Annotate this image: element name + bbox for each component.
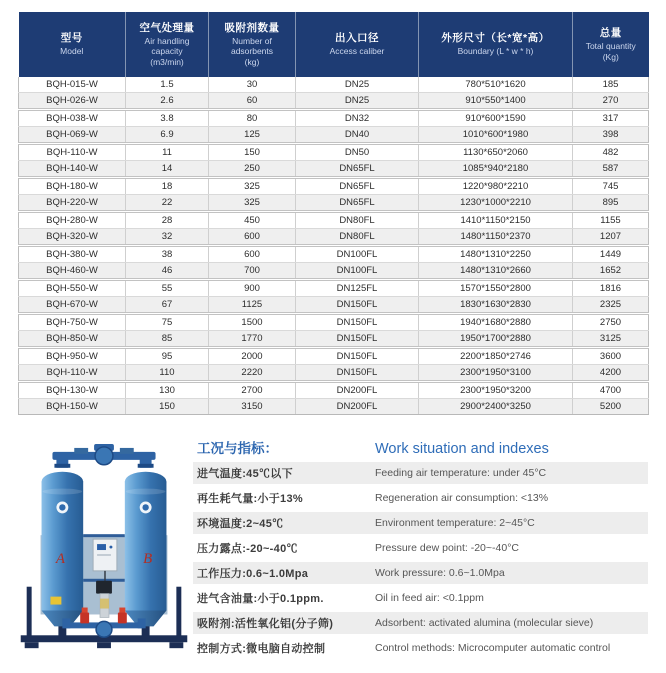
table-cell: 1010*600*1980 bbox=[419, 127, 573, 144]
table-row bbox=[19, 365, 649, 382]
col-header-model-zh: 型号 bbox=[60, 32, 83, 45]
table-row bbox=[19, 195, 649, 212]
table-header bbox=[19, 12, 649, 77]
col-header-model-en: Model bbox=[60, 46, 84, 57]
table-cell: 185 bbox=[573, 77, 649, 93]
spec-row bbox=[193, 485, 648, 510]
table-cell: 270 bbox=[573, 93, 649, 110]
spec-item-zh: 进气含油量:小于0.1ppm. bbox=[197, 593, 324, 605]
cross-brace bbox=[83, 534, 125, 537]
spec-item-en: Adsorbent: activated alumina (molecular sieve) bbox=[375, 612, 648, 634]
table-cell: BQH-750-W bbox=[19, 314, 126, 331]
table-cell: 1570*1550*2800 bbox=[419, 280, 573, 297]
table-cell: 95 bbox=[126, 348, 209, 365]
table-cell: 1449 bbox=[573, 246, 649, 263]
spec-item-zh: 环境温度:2~45℃ bbox=[193, 512, 375, 534]
table-row bbox=[19, 229, 649, 246]
spec-item-zh: 工作压力:0.6~1.0Mpa bbox=[193, 562, 375, 584]
table-cell: 3125 bbox=[573, 331, 649, 348]
tower-b-letter: B bbox=[143, 550, 153, 567]
spec-item-en: Regeneration air consumption: <13% bbox=[375, 492, 549, 504]
table-body bbox=[19, 77, 649, 415]
table-cell: 32 bbox=[126, 229, 209, 246]
table-row bbox=[19, 280, 649, 297]
spec-item-zh: 进气温度:45℃以下 bbox=[193, 462, 375, 484]
table-cell: 75 bbox=[126, 314, 209, 331]
table-row bbox=[19, 93, 649, 110]
table-cell: 1940*1680*2880 bbox=[419, 314, 573, 331]
table-header-row bbox=[19, 12, 649, 77]
table-cell: 895 bbox=[573, 195, 649, 212]
table-cell: 38 bbox=[126, 246, 209, 263]
table-cell: 745 bbox=[573, 178, 649, 195]
table-row bbox=[19, 263, 649, 280]
top-piping bbox=[52, 444, 155, 468]
table-cell: 1410*1150*2150 bbox=[419, 212, 573, 229]
spec-item-zh: 压力露点:-20~-40℃ bbox=[197, 543, 298, 555]
table-cell: BQH-180-W bbox=[19, 178, 126, 195]
table-cell: BQH-038-W bbox=[19, 110, 126, 127]
table-cell: 28 bbox=[126, 212, 209, 229]
tower-a bbox=[42, 472, 84, 627]
table-cell: 150 bbox=[126, 399, 209, 415]
spec-row bbox=[193, 585, 648, 610]
table-cell: BQH-140-W bbox=[19, 161, 126, 178]
table-cell: 18 bbox=[126, 178, 209, 195]
col-header-adsorbents-zh: 吸附剂数量 bbox=[224, 22, 280, 35]
col-header-boundary-zh: 外形尺寸（长*宽*高） bbox=[441, 32, 550, 45]
table-row bbox=[19, 178, 649, 195]
table-cell: 250 bbox=[209, 161, 296, 178]
col-header-total-zh: 总量 bbox=[599, 27, 622, 40]
table-cell: DN100FL bbox=[296, 246, 419, 263]
table-row bbox=[19, 110, 649, 127]
table-cell: DN200FL bbox=[296, 382, 419, 399]
twin-tower-dryer-illustration bbox=[14, 440, 194, 668]
spec-item-zh: 控制方式:微电脑自动控制 bbox=[197, 643, 326, 655]
col-header-adsorbents bbox=[209, 12, 296, 77]
col-header-air-handling-zh: 空气处理量 bbox=[139, 22, 195, 35]
table-cell: 2220 bbox=[209, 365, 296, 382]
table-cell: 1125 bbox=[209, 297, 296, 314]
table-cell: 2000 bbox=[209, 348, 296, 365]
table-row bbox=[19, 127, 649, 144]
table-cell: 325 bbox=[209, 195, 296, 212]
table-cell: 30 bbox=[209, 77, 296, 93]
table-cell: 780*510*1620 bbox=[419, 77, 573, 93]
table-cell: DN40 bbox=[296, 127, 419, 144]
table-cell: 130 bbox=[126, 382, 209, 399]
table-cell: DN100FL bbox=[296, 263, 419, 280]
table-cell: BQH-069-W bbox=[19, 127, 126, 144]
table-cell: DN50 bbox=[296, 144, 419, 161]
table-cell: DN150FL bbox=[296, 348, 419, 365]
table-cell: DN25 bbox=[296, 93, 419, 110]
table-cell: 900 bbox=[209, 280, 296, 297]
spec-item-en: Control methods: Microcomputer automatic control bbox=[375, 642, 611, 654]
table-cell: BQH-015-W bbox=[19, 77, 126, 93]
table-row bbox=[19, 382, 649, 399]
spec-item-en: Feeding air temperature: under 45°C bbox=[375, 462, 648, 484]
col-header-total-en: Total quantity bbox=[585, 41, 636, 52]
table-row bbox=[19, 314, 649, 331]
spec-row bbox=[193, 460, 648, 485]
col-header-caliber-en: Access caliber bbox=[329, 46, 385, 57]
table-cell: BQH-550-W bbox=[19, 280, 126, 297]
table-cell: 125 bbox=[209, 127, 296, 144]
table-cell: 1480*1310*2250 bbox=[419, 246, 573, 263]
table-cell: 1207 bbox=[573, 229, 649, 246]
table-cell: BQH-670-W bbox=[19, 297, 126, 314]
table-cell: 2700 bbox=[209, 382, 296, 399]
table-cell: DN32 bbox=[296, 110, 419, 127]
col-header-boundary bbox=[419, 12, 573, 77]
table-cell: 60 bbox=[209, 93, 296, 110]
tower-a-letter: A bbox=[55, 550, 65, 567]
table-row bbox=[19, 246, 649, 263]
spec-row bbox=[193, 635, 648, 660]
spec-row bbox=[193, 510, 648, 535]
table-cell: 6.9 bbox=[126, 127, 209, 144]
table-row bbox=[19, 212, 649, 229]
table-cell: 1652 bbox=[573, 263, 649, 280]
table-cell: 14 bbox=[126, 161, 209, 178]
col-header-air-handling-en: Air handling capacity bbox=[144, 36, 190, 57]
table-cell: 600 bbox=[209, 246, 296, 263]
table-cell: BQH-026-W bbox=[19, 93, 126, 110]
table-cell: 55 bbox=[126, 280, 209, 297]
table-cell: 1480*1150*2370 bbox=[419, 229, 573, 246]
spec-item-en: Environment temperature: 2~45°C bbox=[375, 512, 648, 534]
table-row bbox=[19, 331, 649, 348]
table-cell: DN150FL bbox=[296, 331, 419, 348]
table-cell: 5200 bbox=[573, 399, 649, 415]
spec-row bbox=[193, 535, 648, 560]
table-cell: 910*600*1590 bbox=[419, 110, 573, 127]
table-cell: BQH-280-W bbox=[19, 212, 126, 229]
table-cell: 80 bbox=[209, 110, 296, 127]
table-cell: DN25 bbox=[296, 77, 419, 93]
table-cell: 1830*1630*2830 bbox=[419, 297, 573, 314]
table-cell: 325 bbox=[209, 178, 296, 195]
table-cell: 2900*2400*3250 bbox=[419, 399, 573, 415]
section-title-zh: 工况与指标： bbox=[197, 441, 278, 456]
col-header-air-handling-unit: (m3/min) bbox=[150, 56, 184, 67]
work-situation-section bbox=[193, 436, 648, 660]
section-title-en: Work situation and indexes bbox=[375, 441, 549, 457]
table-cell: 150 bbox=[209, 144, 296, 161]
col-header-total-unit: (Kg) bbox=[602, 51, 619, 62]
table-cell: 46 bbox=[126, 263, 209, 280]
product-photo bbox=[14, 440, 194, 668]
warning-label bbox=[50, 597, 61, 605]
table-cell: BQH-380-W bbox=[19, 246, 126, 263]
table-cell: 2.6 bbox=[126, 93, 209, 110]
tower-b bbox=[125, 472, 167, 627]
table-cell: DN150FL bbox=[296, 365, 419, 382]
product-spec-table bbox=[18, 12, 649, 415]
table-cell: BQH-110-W bbox=[19, 365, 126, 382]
table-cell: 1130*650*2060 bbox=[419, 144, 573, 161]
table-row bbox=[19, 77, 649, 93]
section-titles bbox=[193, 436, 648, 457]
col-header-adsorbents-en: Number of adsorbents bbox=[230, 36, 274, 57]
table-row bbox=[19, 161, 649, 178]
col-header-total bbox=[573, 12, 649, 77]
table-cell: 4700 bbox=[573, 382, 649, 399]
table-cell: 1950*1700*2880 bbox=[419, 331, 573, 348]
table-row bbox=[19, 348, 649, 365]
table-cell: 1480*1310*2660 bbox=[419, 263, 573, 280]
table-cell: 450 bbox=[209, 212, 296, 229]
table-cell: 110 bbox=[126, 365, 209, 382]
table-cell: 1230*1000*2210 bbox=[419, 195, 573, 212]
table-cell: 587 bbox=[573, 161, 649, 178]
table-cell: DN65FL bbox=[296, 161, 419, 178]
table-row bbox=[19, 144, 649, 161]
table-cell: 2750 bbox=[573, 314, 649, 331]
table-cell: 482 bbox=[573, 144, 649, 161]
spec-item-en: Oil in feed air: <0.1ppm bbox=[375, 592, 484, 604]
spec-items-list bbox=[193, 460, 648, 660]
table-row bbox=[19, 297, 649, 314]
table-cell: BQH-130-W bbox=[19, 382, 126, 399]
table-cell: BQH-850-W bbox=[19, 331, 126, 348]
bottom-manifold bbox=[62, 618, 145, 637]
spec-row bbox=[193, 560, 648, 585]
spec-row bbox=[193, 610, 648, 635]
table-cell: DN150FL bbox=[296, 297, 419, 314]
col-header-model bbox=[19, 12, 126, 77]
table-cell: BQH-110-W bbox=[19, 144, 126, 161]
col-header-adsorbents-unit: (kg) bbox=[244, 56, 260, 67]
table-cell: 910*550*1400 bbox=[419, 93, 573, 110]
table-cell: 398 bbox=[573, 127, 649, 144]
table-row bbox=[19, 399, 649, 415]
table-cell: 3150 bbox=[209, 399, 296, 415]
table-cell: DN200FL bbox=[296, 399, 419, 415]
col-header-caliber bbox=[296, 12, 419, 77]
table-cell: BQH-320-W bbox=[19, 229, 126, 246]
table-cell: DN80FL bbox=[296, 229, 419, 246]
table-cell: 11 bbox=[126, 144, 209, 161]
table-cell: 1155 bbox=[573, 212, 649, 229]
table-cell: DN80FL bbox=[296, 212, 419, 229]
table-cell: 600 bbox=[209, 229, 296, 246]
table-cell: BQH-150-W bbox=[19, 399, 126, 415]
table-cell: 317 bbox=[573, 110, 649, 127]
table-cell: 3600 bbox=[573, 348, 649, 365]
spec-item-en: Pressure dew point: -20~-40°C bbox=[375, 542, 519, 554]
col-header-caliber-zh: 出入口径 bbox=[335, 32, 379, 45]
table-cell: BQH-460-W bbox=[19, 263, 126, 280]
table-cell: 1770 bbox=[209, 331, 296, 348]
col-header-boundary-en: Boundary (L * w * h) bbox=[457, 46, 534, 57]
table-cell: 67 bbox=[126, 297, 209, 314]
table-cell: 1220*980*2210 bbox=[419, 178, 573, 195]
table-cell: DN150FL bbox=[296, 314, 419, 331]
table-cell: 3.8 bbox=[126, 110, 209, 127]
table-cell: BQH-220-W bbox=[19, 195, 126, 212]
table-cell: 2300*1950*3200 bbox=[419, 382, 573, 399]
table-cell: 22 bbox=[126, 195, 209, 212]
table-cell: DN65FL bbox=[296, 195, 419, 212]
table-cell: 85 bbox=[126, 331, 209, 348]
table-cell: 1500 bbox=[209, 314, 296, 331]
table-cell: 2325 bbox=[573, 297, 649, 314]
spec-item-zh: 再生耗气量:小于13% bbox=[197, 493, 303, 505]
table-cell: BQH-950-W bbox=[19, 348, 126, 365]
table-cell: 1.5 bbox=[126, 77, 209, 93]
table-cell: 2200*1850*2746 bbox=[419, 348, 573, 365]
table-cell: 700 bbox=[209, 263, 296, 280]
col-header-air-handling bbox=[126, 12, 209, 77]
spec-item-en: Work pressure: 0.6~1.0Mpa bbox=[375, 562, 648, 584]
table-cell: DN65FL bbox=[296, 178, 419, 195]
table-cell: DN125FL bbox=[296, 280, 419, 297]
spec-item-zh: 吸附剂:活性氧化铝(分子筛) bbox=[193, 612, 375, 634]
table-cell: 1085*940*2180 bbox=[419, 161, 573, 178]
table-cell: 4200 bbox=[573, 365, 649, 382]
table-cell: 2300*1950*3100 bbox=[419, 365, 573, 382]
table-cell: 1816 bbox=[573, 280, 649, 297]
